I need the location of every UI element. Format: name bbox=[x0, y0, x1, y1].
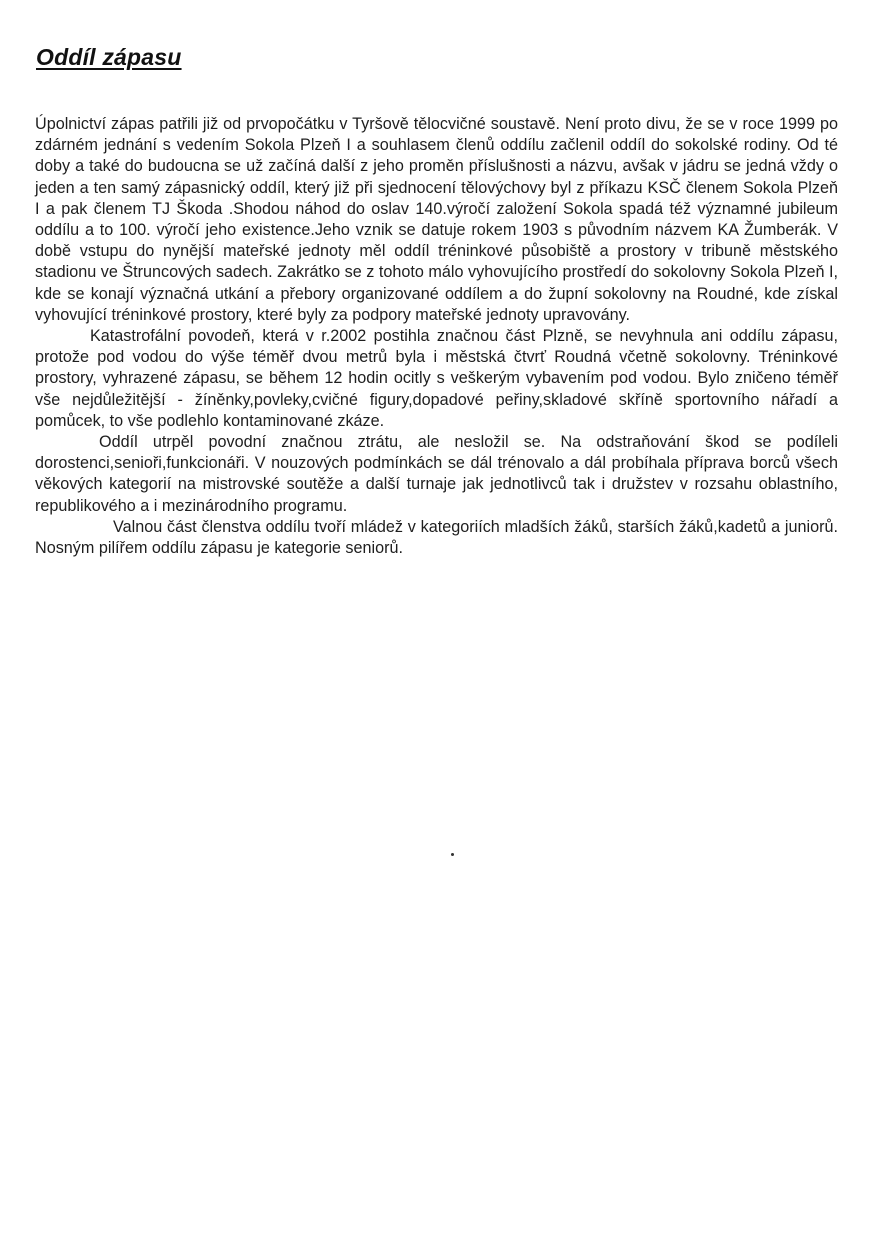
paragraph-recovery: Oddíl utrpěl povodní značnou ztrátu, ale nesložil se. Na odstraňování škod se podíleli dorostenci,senioři,funkcionáři. V nouzových podmínkách se dál trénovalo a dál probíhala příprava borců všech věkových kategorií na mistrovské soutěže a další turnaje jak jednotlivců tak i družstev v rozsahu oblastního, republikového a i mezinárodního programu. bbox=[35, 433, 838, 515]
paragraph-membership: Valnou část členstva oddílu tvoří mládež v kategoriích mladších žáků, starších žáků,kadetů a juniorů. Nosným pilířem oddílu zápasu je kategorie seniorů. bbox=[35, 517, 838, 558]
scan-speck bbox=[451, 853, 454, 856]
paragraph-history: Úpolnictví zápas patřili již od prvopočátku v Tyršově tělocvičné soustavě. Není proto divu, že se v roce 1999 po zdárném jednání s vedením Sokola Plzeň I a souhlasem členů oddílu začlenil oddíl do sokolské rodiny. Od té doby a také do budoucna se už začíná další z jeho proměn příslušnosti a názvu, avšak v jádru se jedná vždy o jeden a ten samý zápasnický oddíl, který již při sjednocení tělovýchovy byl z příkazu KSČ členem Sokola Plzeň I a pak členem TJ Škoda .Shodou náhod do oslav 140.výročí založení Sokola spadá též významné jubileum oddílu a to 100. výročí jeho existence.Jeho vznik se datuje rokem 1903 s původním názvem KA Žumberák. V době vstupu do nynější mateřské jednoty měl oddíl tréninkové působiště a prostory v tribuně městského stadionu ve Štruncových sadech. Zakrátko se z tohoto málo vyhovujícího prostředí do sokolovny Sokola Plzeň I, kde se konají význačná utkání a přebory organizované oddílem a do župní sokolovny na Roudné, kde získal vyhovující tréninkové prostory, které byly za podpory mateřské jednoty upravovány. bbox=[35, 115, 838, 324]
document-body bbox=[35, 114, 838, 559]
paragraph-flood: Katastrofální povodeň, která v r.2002 postihla značnou část Plzně, se nevyhnula ani oddílu zápasu, protože pod vodou do výše téměř dvou metrů byla i městská čtvrť Roudná včetně sokolovny. Tréninkové prostory, vyhrazené zápasu, se během 12 hodin ocitly s veškerým vybavením pod vodou. Bylo zničeno téměř vše nejdůležitější - žíněnky,povleky,cvičné figury,dopadové peřiny,skladové skříně sportovního nářadí a pomůcek, to vše podlehlo kontaminované zkáze. bbox=[35, 327, 838, 430]
document-title: Oddíl zápasu bbox=[36, 44, 182, 70]
